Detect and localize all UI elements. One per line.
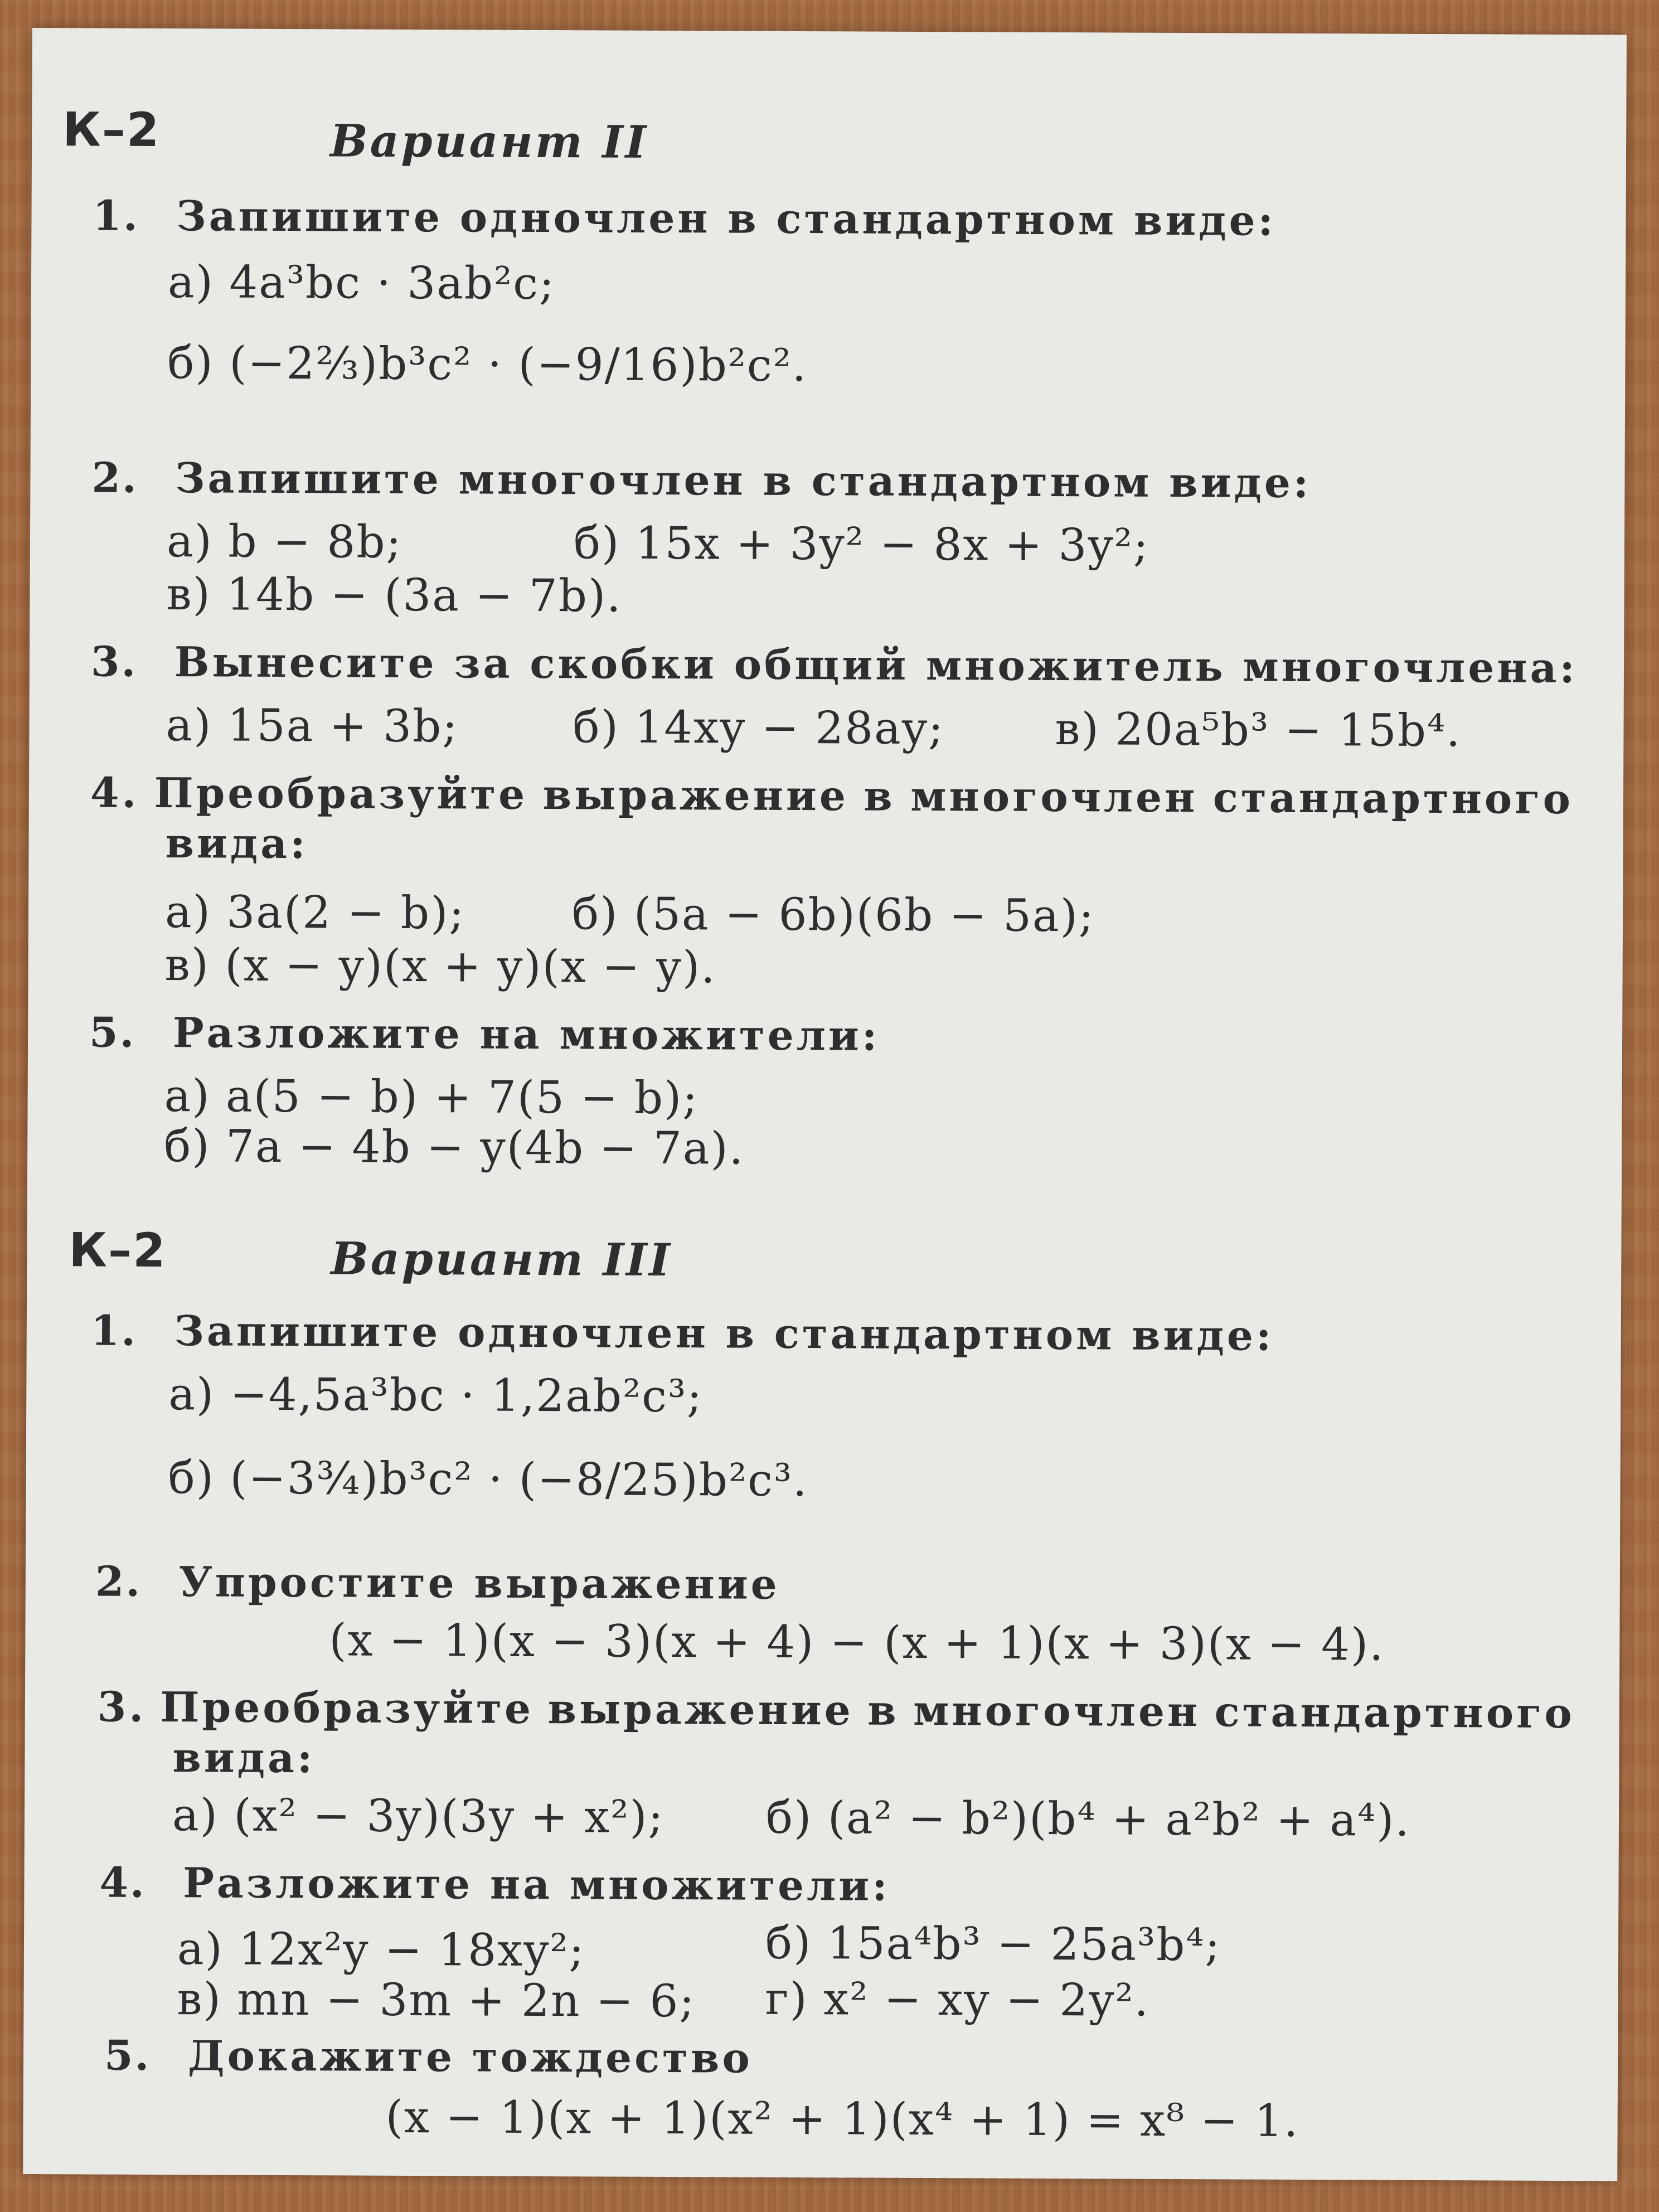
- task-text: Разложите на множители:: [183, 1859, 890, 1910]
- v3-task4-d: г) x² − xy − 2y².: [765, 1972, 1150, 2026]
- v3-task4-a: а) 12x²y − 18xy²;: [177, 1923, 585, 1977]
- v3-task3-a: а) (x² − 3y)(3y + x²);: [172, 1789, 664, 1843]
- task-text: Упростите выражение: [178, 1558, 780, 1609]
- v2-task1-b: б) (−2⅔)b³c² · (−9/16)b²c².: [167, 337, 808, 392]
- task-word: стандартного: [1212, 774, 1574, 824]
- variant2-code: К–2: [62, 102, 161, 158]
- task-word: выражение: [547, 1685, 853, 1735]
- task-word: в: [864, 772, 895, 821]
- v2-task2-a: а) b − 8b;: [166, 515, 402, 568]
- v2-task2-b: б) 15x + 3y² − 8x + 3y²;: [573, 517, 1149, 571]
- task-text: Докажите тождество: [187, 2032, 753, 2083]
- v2-task4-b: б) (5a − 6b)(6b − 5a);: [571, 887, 1095, 942]
- variant3-title: Вариант III: [331, 1232, 673, 1287]
- task-word: выражение: [542, 771, 849, 821]
- v2-task1: [93, 192, 1277, 245]
- task-number: 5.: [104, 2031, 151, 2080]
- v3-task3: [97, 1683, 1575, 1738]
- v2-task1-a: а) 4a³bc · 3ab²c;: [167, 256, 556, 310]
- task-number: 1.: [93, 192, 139, 240]
- task-number: 4.: [99, 1859, 146, 1907]
- v3-task1-a: а) −4,5a³bc · 1,2ab²c³;: [168, 1368, 704, 1423]
- task-text: Запишите многочлен в стандартном виде:: [175, 454, 1312, 508]
- v2-task3-c: в) 20a⁵b³ − 15b⁴.: [1055, 703, 1462, 757]
- v3-task4-c: в) mn − 3m + 2n − 6;: [177, 1973, 696, 2027]
- task-number: 2.: [95, 1558, 142, 1606]
- task-number: 3.: [97, 1683, 147, 1731]
- task-number: 2.: [91, 454, 138, 502]
- variant3-code: К–2: [69, 1223, 167, 1278]
- v2-task4: [90, 769, 1574, 824]
- task-word: многочлен: [910, 772, 1198, 822]
- v2-task2: [91, 454, 1312, 508]
- task-number: 4.: [90, 769, 139, 817]
- v2-task5-a: а) a(5 − b) + 7(5 − b);: [164, 1070, 699, 1124]
- task-text: Запишите одночлен в стандартном виде:: [174, 1307, 1274, 1360]
- v3-task5: [104, 2031, 753, 2083]
- v2-task5-b: б) 7a − 4b − y(4b − 7a).: [164, 1120, 745, 1175]
- v3-task1-b: б) (−3¾)b³c² · (−8/25)b²c³.: [168, 1452, 808, 1507]
- task-word: в: [867, 1686, 899, 1735]
- v2-task3-b: б) 14xy − 28ay;: [573, 701, 945, 755]
- v2-task4-text2: вида:: [165, 819, 308, 869]
- task-number: 3.: [90, 638, 138, 686]
- task-word: многочлен: [913, 1686, 1201, 1736]
- task-text: Запишите одночлен в стандартном виде:: [176, 192, 1277, 245]
- task-number: 5.: [89, 1008, 136, 1057]
- v2-task5: [89, 1008, 880, 1060]
- v2-task4-a: а) 3a(2 − b);: [164, 886, 465, 939]
- v2-task2-c: в) 14b − (3a − 7b).: [166, 568, 622, 622]
- v3-task3-b: б) (a² − b²)(b⁴ + a²b² + a⁴).: [765, 1791, 1411, 1846]
- v3-task1: [90, 1307, 1274, 1360]
- task-word: стандартного: [1214, 1688, 1575, 1738]
- v3-task5-expr: (x − 1)(x + 1)(x² + 1)(x⁴ + 1) = x⁸ − 1.: [385, 2090, 1299, 2147]
- v3-task2-expr: (x − 1)(x − 3)(x + 4) − (x + 1)(x + 3)(x − 4).: [329, 1614, 1385, 1671]
- v2-task3-a: а) 15a + 3b;: [166, 699, 459, 753]
- worksheet-page: [23, 28, 1627, 2181]
- v3-task3-text2: вида:: [172, 1734, 316, 1783]
- v3-task4-b: б) 15a⁴b³ − 25a³b⁴;: [765, 1917, 1221, 1971]
- v3-task2: [95, 1558, 780, 1609]
- variant2-title: Вариант II: [329, 114, 649, 168]
- task-text: Разложите на множители:: [172, 1009, 880, 1060]
- v3-task4: [99, 1859, 890, 1910]
- task-word: Преобразуйте: [160, 1684, 534, 1733]
- task-text: Вынесите за скобки общий множитель многочлена:: [174, 638, 1578, 693]
- v2-task3: [90, 638, 1578, 693]
- v2-task4-c: в) (x − y)(x + y)(x − y).: [164, 939, 716, 993]
- task-word: Преобразуйте: [154, 769, 528, 819]
- task-number: 1.: [90, 1307, 138, 1355]
